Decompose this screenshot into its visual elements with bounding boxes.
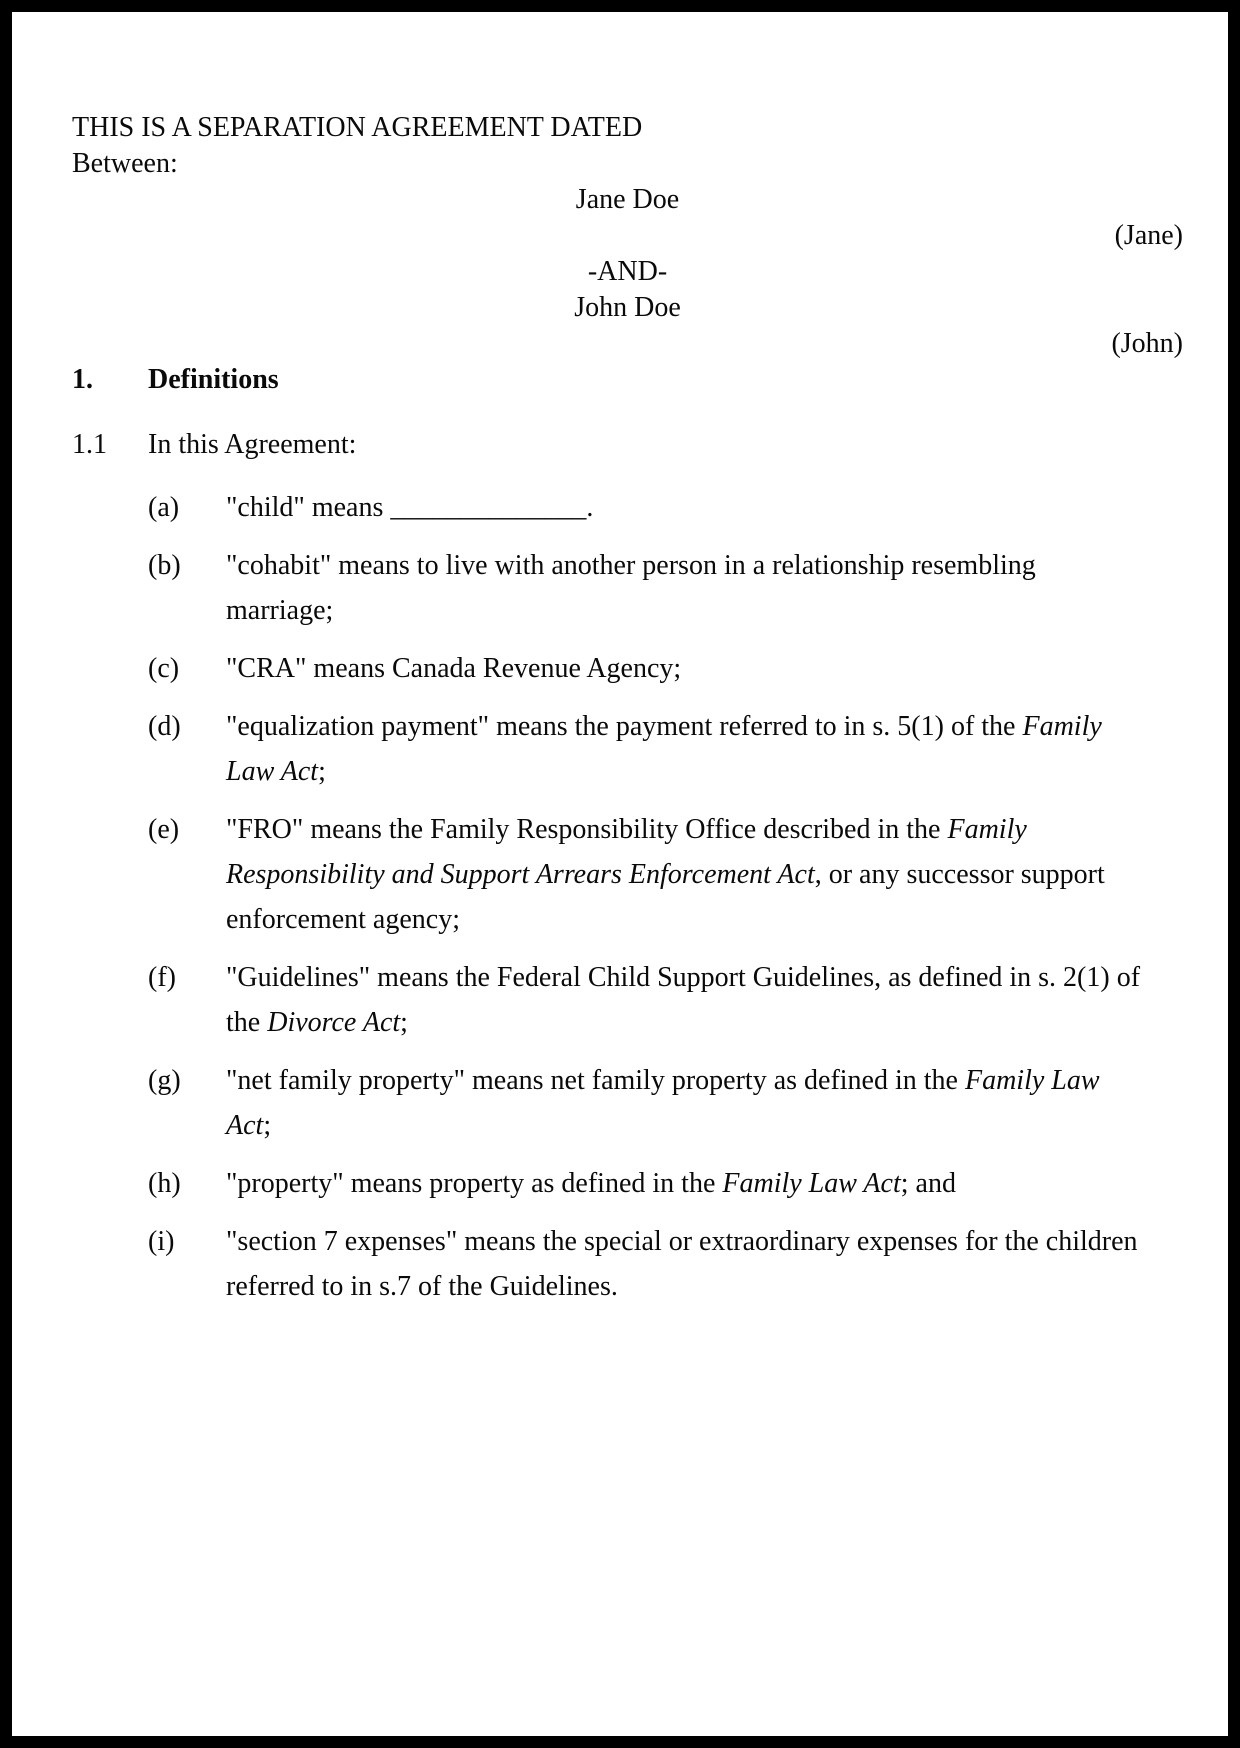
definition-segment: ; and xyxy=(900,1168,956,1199)
party2-name: John Doe xyxy=(574,292,681,323)
definition-text-line xyxy=(226,897,1183,942)
definition-text-f xyxy=(226,955,1183,1045)
definition-text-line xyxy=(226,1000,1183,1045)
definition-text-line xyxy=(226,1058,1183,1103)
definition-text-i xyxy=(226,1219,1183,1309)
definition-text-d xyxy=(226,704,1183,794)
statute-name-italic: Responsibility and Support Arrears Enforcement Act xyxy=(226,859,815,890)
definition-text-line xyxy=(226,852,1183,897)
separation-agreement-document xyxy=(12,12,1228,1736)
definition-text-line xyxy=(226,1264,1183,1309)
definition-text-line xyxy=(226,749,1183,794)
definition-segment: "cohabit" means to live with another person in a relationship resembling xyxy=(226,550,1036,581)
statute-name-italic: Family xyxy=(1022,711,1102,742)
party1-alias: (Jane) xyxy=(1114,220,1183,251)
definition-text-line xyxy=(226,543,1183,588)
definition-text-line xyxy=(226,646,1183,691)
definition-segment: "property" means property as defined in the xyxy=(226,1168,723,1199)
definition-segment: . xyxy=(586,492,594,523)
definition-text-a xyxy=(226,485,1183,530)
child-definition-blank: ______________ xyxy=(390,492,587,523)
definition-label-c: (c) xyxy=(148,653,180,684)
definition-segment: ; xyxy=(400,1007,408,1038)
statute-name-italic: Divorce Act xyxy=(267,1007,401,1038)
party2-alias: (John) xyxy=(1111,328,1183,359)
party1-name: Jane Doe xyxy=(575,184,680,215)
definition-text-line xyxy=(226,588,1183,633)
definition-item-c xyxy=(148,646,1183,691)
definition-text-line xyxy=(226,1219,1183,1264)
definition-segment: "equalization payment" means the payment referred to in s. 5(1) of the xyxy=(226,711,1023,742)
section-title: Definitions xyxy=(148,364,279,395)
subsection-text: In this Agreement: xyxy=(148,429,357,460)
definition-segment: ; xyxy=(318,756,326,787)
definition-text-line xyxy=(226,704,1183,749)
definition-label-b: (b) xyxy=(148,550,181,581)
definition-label-a: (a) xyxy=(148,492,180,523)
definition-segment: enforcement agency; xyxy=(226,904,460,935)
definition-segment: "child" means xyxy=(226,492,391,523)
definition-text-b xyxy=(226,543,1183,633)
statute-name-italic: Act xyxy=(226,1110,264,1141)
subsection-number: 1.1 xyxy=(72,429,107,460)
definition-item-d xyxy=(148,704,1183,794)
definition-label-g: (g) xyxy=(148,1065,181,1096)
definition-segment: "Guidelines" means the Federal Child Support Guidelines, as defined in s. 2(1) of xyxy=(226,962,1141,993)
statute-name-italic: Family xyxy=(947,814,1027,845)
definition-text-line xyxy=(226,1103,1183,1148)
definition-text-line xyxy=(226,485,1183,530)
definition-text-line xyxy=(226,1161,1183,1206)
definitions-list xyxy=(72,485,1183,1309)
definition-segment: , or any successor support xyxy=(814,859,1105,890)
definition-label-e: (e) xyxy=(148,814,180,845)
and-separator: -AND- xyxy=(587,256,668,287)
definition-item-h xyxy=(148,1161,1183,1206)
definition-segment: "FRO" means the Family Responsibility Office described in the xyxy=(226,814,948,845)
definition-segment: ; xyxy=(263,1110,272,1141)
definition-text-line xyxy=(226,807,1183,852)
section-number: 1. xyxy=(72,364,93,395)
definition-segment: marriage; xyxy=(226,595,334,626)
definition-item-b xyxy=(148,543,1183,633)
definition-item-g xyxy=(148,1058,1183,1148)
subsection-line xyxy=(72,427,1183,463)
definition-segment: "net family property" means net family property as defined in the xyxy=(226,1065,965,1096)
section-heading xyxy=(72,362,1183,398)
definition-label-h: (h) xyxy=(148,1168,181,1199)
definition-text-line xyxy=(226,955,1183,1000)
definition-segment: "section 7 expenses" means the special or extraordinary expenses for the children xyxy=(226,1226,1138,1257)
definition-item-e xyxy=(148,807,1183,942)
definition-label-f: (f) xyxy=(148,962,176,993)
definition-label-d: (d) xyxy=(148,711,181,742)
definition-item-i xyxy=(148,1219,1183,1309)
statute-name-italic: Family Law xyxy=(964,1065,1100,1096)
definition-item-f xyxy=(148,955,1183,1045)
document-title: THIS IS A SEPARATION AGREEMENT DATED xyxy=(72,112,643,143)
statute-name-italic: Family Law Act xyxy=(722,1168,901,1199)
definition-text-e xyxy=(226,807,1183,942)
definition-label-i: (i) xyxy=(148,1226,175,1257)
definition-text-h xyxy=(226,1161,1183,1206)
definition-segment: referred to in s.7 of the Guidelines. xyxy=(226,1271,618,1302)
definition-segment: the xyxy=(226,1007,268,1038)
definition-text-g xyxy=(226,1058,1183,1148)
definition-text-c xyxy=(226,646,1183,691)
definition-segment: "CRA" means Canada Revenue Agency; xyxy=(226,653,682,684)
statute-name-italic: Law Act xyxy=(226,756,319,787)
between-label: Between: xyxy=(72,148,178,179)
definition-item-a xyxy=(148,485,1183,530)
